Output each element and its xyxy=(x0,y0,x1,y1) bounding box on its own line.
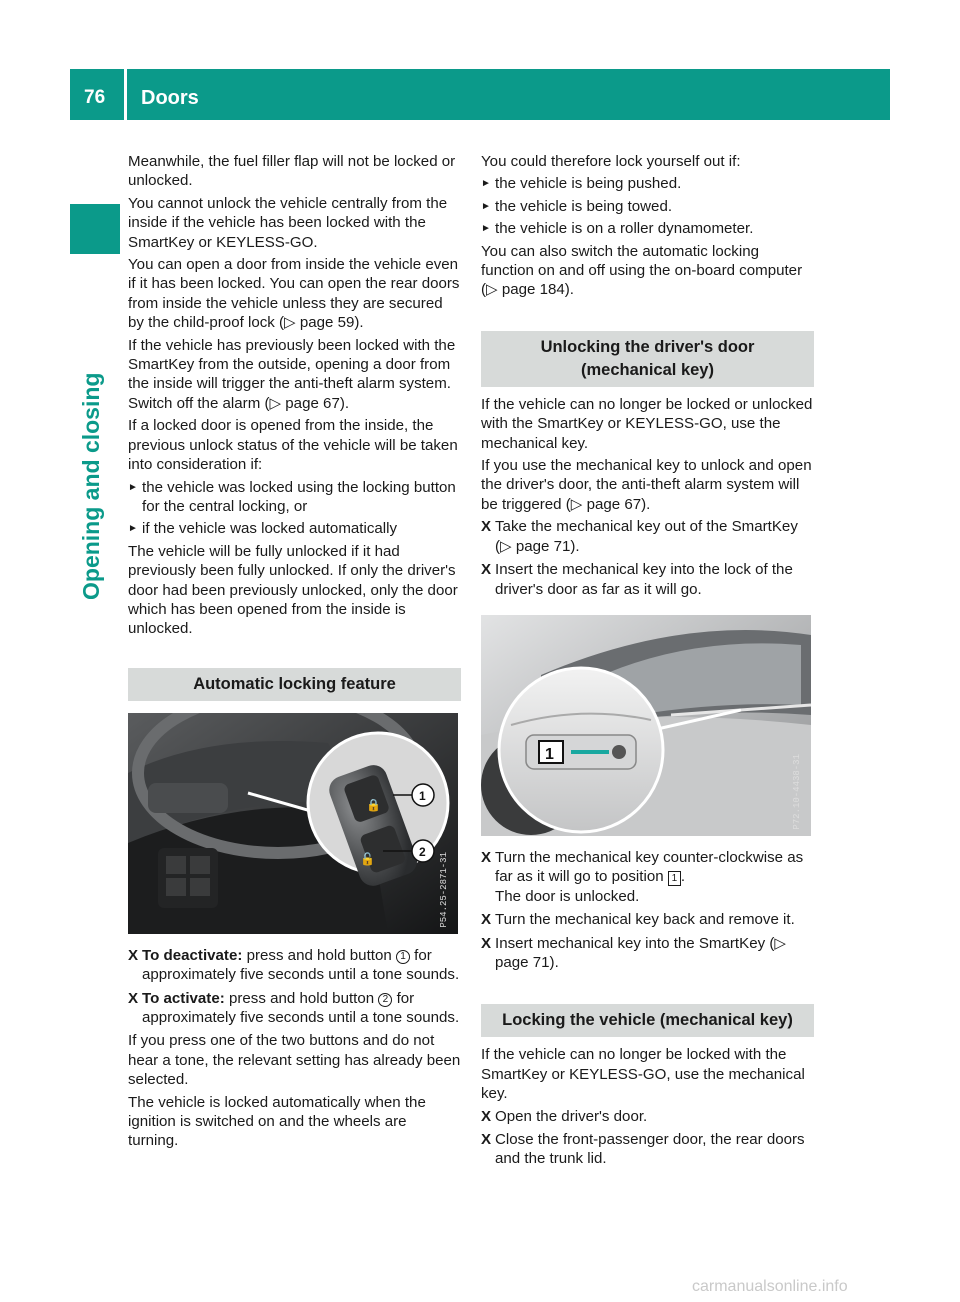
section-heading: Unlocking the driver's door (mechanical key) xyxy=(481,331,814,387)
callout-1-icon: 1 xyxy=(396,950,410,964)
paragraph: You cannot unlock the vehicle centrally from the inside if the vehicle has been locked with the SmartKey or KEYLESS-GO. xyxy=(128,194,448,251)
header-divider xyxy=(124,69,127,120)
door-buttons-figure xyxy=(128,713,458,934)
step-text: Open the driver's door. xyxy=(495,1107,648,1125)
chapter-label: Opening and closing xyxy=(78,372,104,600)
step-text: for approximately five seconds until a tone sounds. xyxy=(142,946,460,984)
step-item xyxy=(481,517,814,556)
door-lock-illustration xyxy=(481,615,811,836)
bullet-item: ► the vehicle was locked using the locking button for the central locking, or xyxy=(128,478,461,517)
figure-code: P54.25-2871-31 xyxy=(438,852,449,928)
section-title: Doors xyxy=(141,87,199,109)
step-result: The door is unlocked. xyxy=(495,887,640,905)
step-text: Close the front-passenger door, the rear doors and the trunk lid. xyxy=(495,1130,805,1168)
paragraph: The vehicle is locked automatically when the ignition is switched on and the wheels are turning. xyxy=(128,1093,426,1150)
step-text: for approximately five seconds until a tone sounds. xyxy=(142,989,460,1026)
paragraph: You can also switch the automatic locking function on and off using the on-board computer (▷ page 184). xyxy=(481,242,803,299)
position-1-icon: 1 xyxy=(668,871,681,886)
step-item: X Turn the mechanical key counter-clockwise as far as it will go to position 1 . The door is unlocked. xyxy=(481,848,804,905)
step-label: To activate: xyxy=(142,989,225,1007)
bullet-item: ► the vehicle is on a roller dynamometer. xyxy=(481,219,814,238)
step-text: Turn the mechanical key counter-clockwise as far as it will go to position xyxy=(495,848,804,886)
step-item xyxy=(481,1130,814,1169)
paragraph: If a locked door is opened from the inside, the previous unlock status of the vehicle will be taken into consideration if: xyxy=(128,417,458,474)
side-tab xyxy=(70,204,120,254)
figure-code: P72.10-4438-31 xyxy=(791,754,802,830)
door-lock-figure xyxy=(481,615,811,836)
door-buttons-illustration xyxy=(128,713,458,934)
bullet-item: ► the vehicle is being towed. xyxy=(481,197,814,216)
section-heading: Automatic locking feature xyxy=(128,668,461,701)
step-item xyxy=(481,1107,814,1126)
step-text: Turn the mechanical key back and remove it. xyxy=(495,911,795,929)
paragraph: If you press one of the two buttons and do not hear a tone, the relevant setting has already been selected. xyxy=(128,1032,461,1089)
step-deactivate xyxy=(128,946,461,985)
svg-text:1: 1 xyxy=(419,788,426,803)
svg-text:🔓: 🔓 xyxy=(360,851,375,866)
right-column xyxy=(481,152,814,1173)
svg-text:1: 1 xyxy=(545,745,554,763)
paragraph: You can open a door from inside the vehicle even if it has been locked. You can open the rear doors from inside the vehicle unless they are secured by the child-proof lock (▷ page 59). xyxy=(128,256,460,332)
step-marker-icon: X xyxy=(481,848,492,866)
bullet-item: ► if the vehicle was locked automatically xyxy=(128,519,461,538)
paragraph: If you use the mechanical key to unlock and open the driver's door, the anti-theft alarm system will be triggered (▷ page 67). xyxy=(481,457,812,513)
step-text: Insert the mechanical key into the lock of the driver's door as far as it will go. xyxy=(495,561,793,598)
step-item xyxy=(481,934,814,973)
step-activate xyxy=(128,989,461,1028)
watermark: carmanualsonline.info xyxy=(692,1278,848,1295)
callout-2-icon: 2 xyxy=(378,993,392,1007)
paragraph: If the vehicle has previously been locked with the SmartKey from the outside, opening a door from the inside will trigger the anti-theft alarm system. Switch off the alarm (▷ page 67). xyxy=(128,336,456,412)
step-marker-icon: X xyxy=(481,934,492,952)
step-text: Insert mechanical key into the SmartKey (▷ page 71). xyxy=(495,934,786,971)
step-marker-icon: X xyxy=(481,911,492,929)
svg-text:🔒: 🔒 xyxy=(366,797,381,812)
page-number: 76 xyxy=(84,87,106,108)
step-text: press and hold button xyxy=(228,989,375,1007)
paragraph: You could therefore lock yourself out if: xyxy=(481,153,741,170)
step-marker-icon: X xyxy=(481,561,492,579)
step-item xyxy=(481,910,814,929)
paragraph: The vehicle will be fully unlocked if it had previously been fully unlocked. If only the driver's door had been previously unlocked, only the door which has been opened from the inside is unlocked. xyxy=(128,542,458,638)
step-item xyxy=(481,560,814,599)
paragraph: If the vehicle can no longer be locked or unlocked with the SmartKey or KEYLESS-GO, use the mechanical key. xyxy=(481,395,813,452)
step-label: To deactivate: xyxy=(142,946,243,964)
step-marker-icon: X xyxy=(481,1130,492,1148)
step-marker-icon: X xyxy=(128,989,139,1007)
bullet-item: ► the vehicle is being pushed. xyxy=(481,174,814,193)
section-heading: Locking the vehicle (mechanical key) xyxy=(481,1004,814,1037)
left-column xyxy=(128,152,461,1154)
svg-text:2: 2 xyxy=(419,844,426,859)
step-marker-icon: X xyxy=(481,518,492,536)
paragraph: If the vehicle can no longer be locked with the SmartKey or KEYLESS-GO, use the mechanical key. xyxy=(481,1046,805,1103)
step-marker-icon: X xyxy=(128,946,139,964)
step-text: Take the mechanical key out of the SmartKey (▷ page 71). xyxy=(495,518,798,555)
step-text: press and hold button xyxy=(246,946,392,964)
paragraph: Meanwhile, the fuel filler flap will not be locked or unlocked. xyxy=(128,153,456,190)
step-marker-icon: X xyxy=(481,1107,492,1125)
